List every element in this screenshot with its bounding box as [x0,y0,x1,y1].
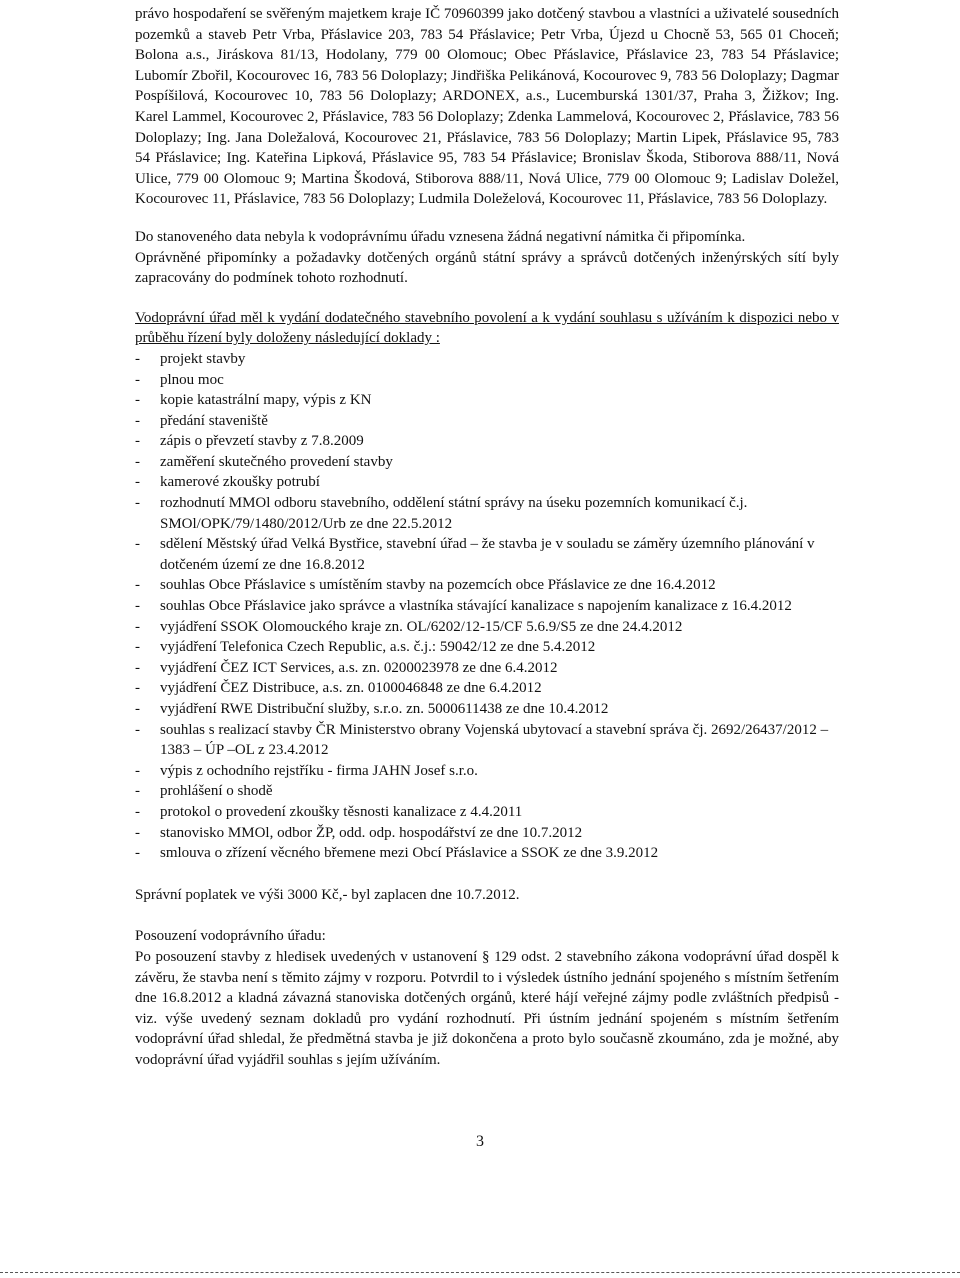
list-dash: - [135,824,140,841]
list-item-text: projekt stavby [160,350,246,367]
list-item-text: kopie katastrální mapy, výpis z KN [160,392,372,409]
fee-paragraph: Správní poplatek ve výši 3000 Kč,- byl zaplacen dne 10.7.2012. [135,886,520,903]
list-dash: - [135,453,140,470]
list-item [135,493,839,534]
list-dash: - [135,495,140,512]
list-item [135,781,839,802]
list-dash: - [135,433,140,450]
list-item-text: smlouva o zřízení věcného břemene mezi Obcí Přáslavice a SSOK ze dne 3.9.2012 [160,845,659,862]
list-dash: - [135,412,140,429]
list-item [135,534,839,575]
list-dash: - [135,536,140,553]
documents-list [135,349,839,864]
list-item [135,678,839,699]
list-item [135,472,839,493]
assessment-heading: Posouzení vodoprávního úřadu: [135,928,326,945]
list-item-text: vyjádření SSOK Olomouckého kraje zn. OL/6202/12-15/CF 5.6.9/S5 ze dne 24.4.2012 [160,618,683,635]
list-dash: - [135,598,140,615]
list-dash: - [135,701,140,717]
list-item [135,452,839,473]
list-item [135,802,839,823]
list-item [135,370,839,391]
list-item [135,637,839,658]
list-item [135,699,839,720]
list-item [135,617,839,638]
requirements-paragraph: Oprávněné připomínky a požadavky dotčených orgánů státní správy a správců dotčených inženýrských sítí byly zapracovány do podmínek tohoto rozhodnutí. [135,249,839,287]
list-item-text: sdělení Městský úřad Velká Bystřice, stavební úřad – že stavba je v souladu se záměry územního plánování v dotčeném území ze dne 16.8.2012 [160,536,815,573]
list-item-text: rozhodnutí MMOl odboru stavebního, oddělení státní správy na úseku pozemních komunikací č.j. SMOl/OPK/79/1480/2012/Urb ze dne 22.5.2012 [160,495,748,532]
list-item-text: prohlášení o shodě [160,783,273,800]
no-objection-paragraph: Do stanoveného data nebyla k vodoprávnímu úřadu vznesena žádná negativní námitka či připomínka. [135,228,746,245]
list-item [135,658,839,679]
list-item [135,575,839,596]
list-item [135,596,839,617]
list-item-text: zápis o převzetí stavby z 7.8.2009 [160,433,364,450]
list-dash: - [135,371,140,388]
list-dash: - [135,618,140,635]
list-dash: - [135,474,140,491]
list-dash: - [135,577,140,594]
list-item [135,823,839,844]
assessment-paragraph: Po posouzení stavby z hledisek uvedených v ustanovení § 129 odst. 2 stavebního zákona vodoprávní úřad dospěl k závěru, že stavba není s těmito zájmy v rozporu. Potvrdil to i výsledek ústního jednání spojeného s místním šetřením dne 16.8.2012 a kladná závazná stanoviska dotčených orgánů, které hájí veřejné zájmy podle zvláštních předpisů - viz. výše uvedený seznam dokladů pro vydání rozhodnutí. Při ústním jednání spojeném s místním šetřením vodoprávní úřad shledal, že předmětná stavba je již dokončena a proto bylo současně zkoumáno, zda je možné, aby vodoprávní úřad vyjádřil souhlas s jejím užíváním. [135,948,839,1068]
list-dash: - [135,350,140,367]
list-dash: - [135,845,140,862]
list-item [135,390,839,411]
list-item [135,431,839,452]
list-item-text: výpis z ochodního rejstříku - firma JAHN Josef s.r.o. [160,762,478,779]
page-number: 3 [476,1133,484,1150]
list-item-text: plnou moc [160,371,224,388]
list-item-text: zaměření skutečného provedení stavby [160,453,393,470]
list-item-text: předání staveniště [160,412,268,429]
list-dash: - [135,803,140,820]
intro-paragraph: právo hospodaření se svěřeným majetkem kraje IČ 70960399 jako dotčený stavbou a vlastníci a uživatelé sousedních pozemků a staveb Petr Vrba, Přáslavice 203, 783 54 Přáslavice; Petr Vrba, Újezd u Chocně 53, 565 01 Choceň; Bolona a.s., Jiráskova 81/13, Hodolany, 779 00 Olomouc; Obec Přáslavice, Přáslavice 23, 783 54 Přáslavice; Lubomír Zbořil, Kocourovec 16, 783 56 Doloplazy; Jindřiška Pelikánová, Kocourovec 9, 783 56 Doloplazy; Dagmar Pospíšilová, Kocourovec 10, 783 56 Doloplazy; ARDONEX, a.s., Lucemburská 1301/37, Praha 3, Žižkov; Ing. Karel Lammel, Kocourovec 2, Přáslavice, 783 56 Doloplazy; Zdenka Lammelová, Kocourovec 2, Přáslavice, 783 56 Doloplazy; Ing. Jana Doležalová, Kocourovec 21, Přáslavice, 783 56 Doloplazy; Martin Lipek, Přáslavice 95, 783 54 Přáslavice; Ing. Kateřina Lipková, Přáslavice 95, 783 54 Přáslavice; Bronislav Škoda, Stiborova 888/11, Nová Ulice, 779 00 Olomouc 9; Martina Škodová, Stiborova 888/11, Nová Ulice, 779 00 Olomouc 9; Ladislav Doležel, Kocourovec 11, Přáslavice, 783 56 Doloplazy; Ludmila Doleželová, Kocourovec 11, Přáslavice, 783 56 Doloplazy. [135,6,840,208]
documents-heading: Vodoprávní úřad měl k vydání dodatečného stavebního povolení a k vydání souhlasu s užíváním k dispozici nebo v průběhu řízení byly doloženy následující doklady : [135,309,839,347]
list-item-text: kamerové zkoušky potrubí [160,474,320,491]
list-item-text: souhlas Obce Přáslavice s umístěním stavby na pozemcích obce Přáslavice ze dne 16.4.2012 [160,577,716,594]
list-dash: - [135,659,140,676]
document-page [135,4,839,1071]
list-dash: - [135,721,140,738]
list-item-text: vyjádření ČEZ Distribuce, a.s. zn. 0100046848 ze dne 6.4.2012 [160,680,542,697]
list-item-text: vyjádření RWE Distribuční služby, s.r.o. zn. 5000611438 ze dne 10.4.2012 [160,701,609,717]
list-item [135,761,839,782]
list-item [135,720,839,761]
list-item-text: souhlas Obce Přáslavice jako správce a vlastníka stávající kanalizace s napojením kanalizace z 16.4.2012 [160,598,792,615]
list-dash: - [135,392,140,409]
list-dash: - [135,762,140,779]
list-item-text: vyjádření ČEZ ICT Services, a.s. zn. 0200023978 ze dne 6.4.2012 [160,659,558,676]
list-item-text: protokol o provedení zkoušky těsnosti kanalizace z 4.4.2011 [160,803,523,820]
list-item [135,843,839,864]
list-item [135,411,839,432]
bottom-divider [0,1272,960,1274]
list-dash: - [135,783,140,800]
list-item-text: souhlas s realizací stavby ČR Ministerstvo obrany Vojenská ubytovací a stavební správa čj. 2692/26437/2012 – 1383 – ÚP –OL z 23.4.2012 [160,721,829,759]
list-dash: - [135,639,140,656]
list-item-text: vyjádření Telefonica Czech Republic, a.s. č.j.: 59042/12 ze dne 5.4.2012 [160,639,596,656]
list-item-text: stanovisko MMOl, odbor ŽP, odd. odp. hospodářství ze dne 10.7.2012 [160,824,583,841]
list-dash: - [135,680,140,697]
list-item [135,349,839,370]
